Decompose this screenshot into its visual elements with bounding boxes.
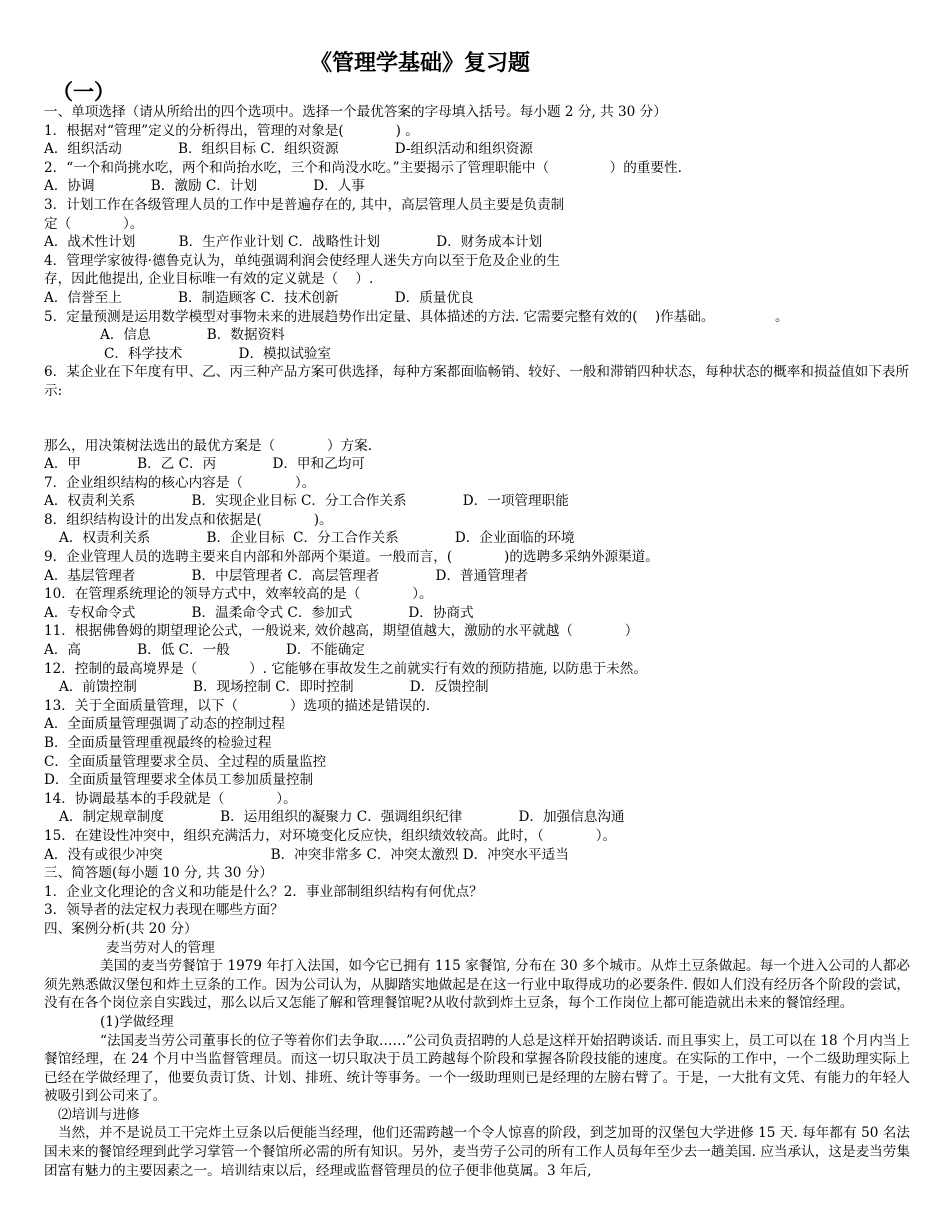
section-heading-short-answer: 三、简答题(每小题 10 分, 共 30 分）: [44, 865, 273, 882]
option-line: A．全面质量管理强调了动态的控制过程: [44, 716, 285, 733]
question-six: 6．某企业在下年度有甲、乙、丙三种产品方案可供选择，每种方案都面临畅销、较好、一般和滞销四种状态，每种状态的概率和损益值如下表所示:: [44, 364, 910, 399]
option-line: A．基层管理者 B．中层管理者 C．高层管理者 D．普通管理者: [44, 567, 529, 584]
question-line: 12．控制的最高境界是（ ）. 它能够在事故发生之前就实行有效的预防措施, 以防患于未然。: [44, 660, 647, 677]
option-line: A．信誉至上 B．制造顾客 C．技术创新 D．质量优良: [44, 289, 474, 306]
question-line: 5．定量预测是运用数学模型对事物未来的进展趋势作出定量、具体描述的方法. 它需要完整有效的( )作基础。 。: [44, 308, 789, 325]
question-line: 3．领导者的法定权力表现在哪些方面？: [44, 902, 284, 919]
option-line: A．信息 B．数据资料: [100, 327, 285, 344]
option-line: A．甲 B．乙 C．丙 D．甲和乙均可: [44, 456, 365, 473]
option-line: A．权责利关系 B．实现企业目标 C．分工合作关系 D．一项管理职能: [44, 493, 569, 510]
question-line: 14．协调最基本的手段就是（ ）。: [44, 790, 297, 807]
option-line: A．高 B．低 C．一般 D．不能确定: [44, 642, 365, 659]
option-line: B．全面质量管理重视最终的检验过程: [44, 735, 272, 751]
document-body: [44, 103, 910, 1180]
question-line: 那么，用决策树法选出的最优方案是（ ）方案.: [44, 437, 373, 454]
question-line: 3．计划工作在各级管理人员的工作中是普遍存在的, 其中，高层管理人员主要是负责制: [44, 196, 565, 213]
question-line: 9．企业管理人员的选聘主要来自内部和外部两个渠道。一般而言，( )的选聘多采纳外源渠道。: [44, 549, 659, 566]
question-line: 1．根据对“管理”定义的分析得出，管理的对象是( ) 。: [44, 122, 419, 139]
question-line: 1．企业文化理论的含义和功能是什么？2．事业部制组织结构有何优点？: [44, 883, 483, 900]
question-line: 2．“一个和尚挑水吃，两个和尚抬水吃，三个和尚没水吃。”主要揭示了管理职能中（ ）的重要性.: [44, 159, 682, 176]
document-title: 《管理学基础》复习题: [309, 51, 530, 76]
case-paragraph: 当然，并不是说员工干完炸土豆条以后便能当经理，他们还需跨越一个令人惊喜的阶段，到芝加哥的汉堡包大学进修 15 天. 每年都有 50 名法国未来的餐馆经理到此学习掌管一个餐馆所必需的所有知识。另外，麦当劳子公司的所有工作人员每年至少去一趟美国. 应当承认，这是麦当劳集团富有魅力的主要因素之一。培训结束以后，经理或监督管理员的位子便非他莫属。3 年后,: [44, 1125, 910, 1179]
section-heading-choice: 一、单项选择（请从所给出的四个选项中。选择一个最优答案的字母填入括号。每小题 2 分, 共 30 分）: [44, 104, 667, 120]
question-line: 存，因此他提出, 企业目标唯一有效的定义就是（ ）.: [44, 271, 374, 288]
option-line: A．战术性计划 B．生产作业计划 C．战略性计划 D．财务成本计划: [44, 234, 543, 251]
section-heading-case: 四、案例分析(共 20 分）: [44, 920, 198, 937]
table-placeholder: [44, 401, 910, 437]
option-line: A．协调 B．激励 C．计划 D．人事: [44, 178, 365, 195]
option-line: A．专权命令式 B．温柔命令式 C．参加式 D．协商式: [44, 604, 474, 621]
case-paragraph: 美国的麦当劳餐馆于 1979 年打入法国，如今它已拥有 115 家餐馆, 分布在 30 多个城市。从炸土豆条做起。每一个进入公司的人都必须先熟悉做汉堡包和炸土豆条的工作。因为公司认为，从脚踏实地做起是在这一行业中取得成功的必要条件. 假如人们没有经历各个阶段的尝试，没有在各个岗位亲自实践过，那么以后又怎能了解和管理餐馆呢?从收付款到炸土豆条，每个工作岗位上都可能造就出未来的餐馆经理。: [44, 958, 910, 1012]
question-line: 11．根据佛鲁姆的期望理论公式，一般说来, 效价越高，期望值越大，激励的水平就越（ ）: [44, 623, 639, 640]
option-line: A．制定规章制度 B．运用组织的凝聚力 C．强调组织纪律 D．加强信息沟通: [59, 809, 625, 826]
option-line: C．科学技术 D．模拟试验室: [104, 345, 332, 362]
case-subheading: (1)学做经理: [100, 1013, 174, 1030]
option-line: C．全面质量管理要求全员、全过程的质量监控: [44, 753, 327, 770]
option-line: A．前馈控制 B．现场控制 C．即时控制 D．反馈控制: [59, 679, 489, 696]
case-subheading: ⑵培训与进修: [58, 1106, 140, 1123]
question-line: 13．关于全面质量管理，以下（ ）选项的描述是错误的.: [44, 697, 431, 714]
case-title: 麦当劳对人的管理: [106, 939, 215, 956]
option-line: A．权责利关系 B．企业目标 C．分工合作关系 D．企业面临的环境: [59, 530, 575, 547]
question-line: 15．在建设性冲突中，组织充满活力，对环境变化反应快，组织绩效较高。此时，（ ）。: [44, 827, 617, 844]
option-line: D．全面质量管理要求全体员工参加质量控制: [44, 772, 314, 789]
document-subtitle: （一）: [52, 80, 115, 104]
question-line: 定（ ）。: [44, 215, 144, 232]
question-line: 4．管理学家彼得·德鲁克认为，单纯强调利润会使经理人迷失方向以至于危及企业的生: [44, 252, 560, 269]
question-line: 8．组织结构设计的出发点和依据是( )。: [44, 511, 333, 528]
option-line: A．组织活动 B．组织目标 C．组织资源 D-组织活动和组织资源: [44, 141, 533, 158]
option-line: A．没有或很少冲突 B．冲突非常多 C．冲突太激烈 D．冲突水平适当: [44, 846, 569, 863]
case-paragraph: “法国麦当劳公司董事长的位子等着你们去争取……”公司负责招聘的人总是这样开始招聘谈话. 而且事实上，员工可以在 18 个月内当上餐馆经理，在 24 个月中当监督管理员。而这一切只取决于员工跨越每个阶段和掌握各阶段技能的速度。在实际的工作中，一个二级助理实际上已经在学做经理了，他要负责订货、计划、排班、统计等事务。一个一级助理则已是经理的左膀右臂了。于是，一大批有文凭、有能力的年轻人被吸引到公司来了。: [44, 1032, 910, 1105]
question-line: 10．在管理系统理论的领导方式中，效率较高的是（ ）。: [44, 586, 433, 603]
question-line: 7．企业组织结构的核心内容是（ ）。: [44, 474, 316, 491]
